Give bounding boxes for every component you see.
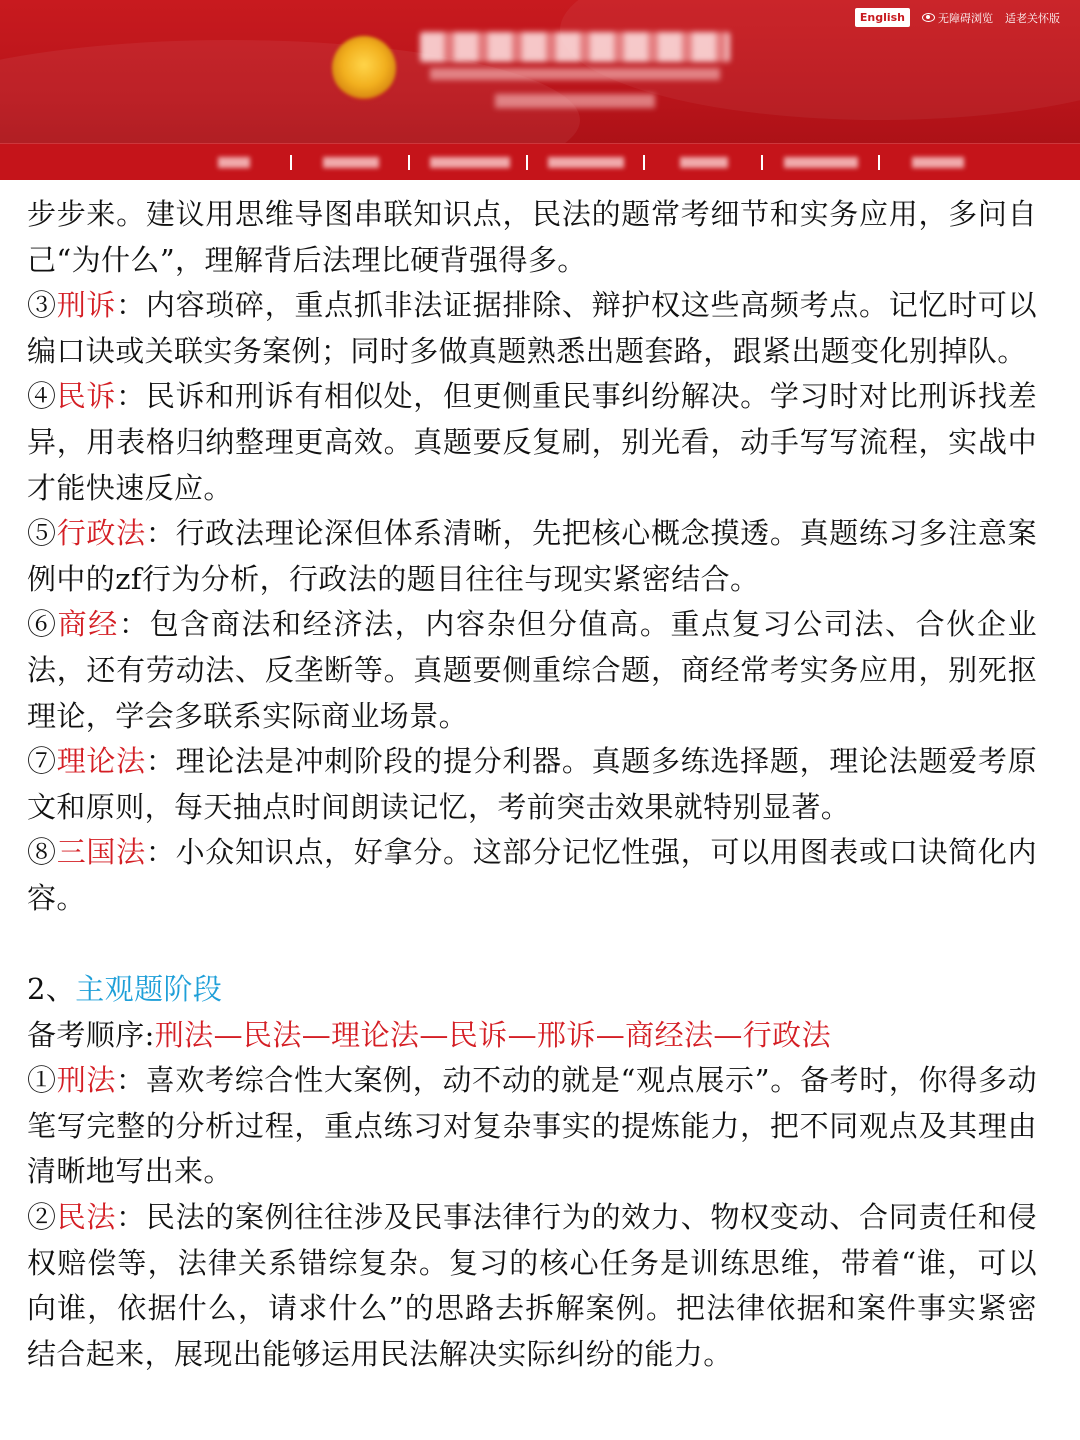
objective-item-civil-procedure: ④民诉：民诉和刑诉有相似处，但更侧重民事纠纷解决。学习时对比刑诉找差异，用表格归纳整理更高效。真题要反复刷，别光看，动手写写流程，实战中才能快速反应。 [27, 379, 1037, 505]
intro-paragraph: 步步来。建议用思维导图串联知识点，民法的题常考细节和实务应用，多问自己“为什么”，理解背后法理比硬背强得多。 [27, 197, 1037, 277]
objective-item-commercial-economic-law: ⑥商经：包含商法和经济法，内容杂但分值高。重点复习公司法、合伙企业法，还有劳动法、反垄断等。真题要侧重综合题，商经常考实务应用，别死抠理论，学会多联系实际商业场景。 [27, 607, 1037, 733]
objective-item-administrative-law: ⑤行政法：行政法理论深但体系清晰，先把核心概念摸透。真题练习多注意案例中的zf行为分析，行政法的题目往往与现实紧密结合。 [27, 516, 1037, 596]
subject-label: 民法 [56, 1200, 117, 1235]
objective-item-international-law: ⑧三国法：小众知识点，好拿分。这部分记忆性强，可以用图表或口诀简化内容。 [27, 835, 1037, 915]
study-order-value: 刑法—民法—理论法—民诉—邢诉—商经法—行政法 [154, 1017, 831, 1052]
nav-item[interactable] [912, 157, 964, 168]
nav-item[interactable] [548, 157, 624, 168]
subject-label: 民诉 [56, 379, 117, 414]
article-body [27, 192, 1037, 1377]
accessibility-link[interactable] [922, 10, 993, 26]
subject-label: 刑法 [56, 1063, 117, 1098]
blurred-site-subtitle [430, 68, 720, 80]
study-order-label: 备考顺序: [27, 1017, 155, 1052]
subject-label: 三国法 [56, 835, 146, 870]
subjective-item-civil-law: ②民法：民法的案例往往涉及民事法律行为的效力、物权变动、合同责任和侵权赔偿等，法律关系错综复杂。复习的核心任务是训练思维，带着“谁，可以向谁，依据什么，请求什么”的思路去拆解案例。把法律依据和案件事实紧密结合起来，展现出能够运用民法解决实际纠纷的能力。 [27, 1200, 1037, 1371]
eye-icon [922, 13, 935, 22]
objective-item-legal-theory: ⑦理论法：理论法是冲刺阶段的提分利器。真题多练选择题，理论法题爱考原文和原则，每天抽点时间朗读记忆，考前突击效果就特别显著。 [27, 744, 1037, 824]
nav-item[interactable] [218, 157, 250, 168]
nav-divider [761, 155, 763, 170]
nav-divider [526, 155, 528, 170]
nav-divider [878, 155, 880, 170]
accessibility-label: 无障碍浏览 [938, 11, 993, 25]
subject-label: 理论法 [56, 744, 146, 779]
section-heading: 2、主观题阶段 [27, 972, 223, 1007]
top-links [855, 8, 1060, 27]
objective-item-criminal-procedure: ③刑诉：内容琐碎，重点抓非法证据排除、辩护权这些高频考点。记忆时可以编口诀或关联实务案例；同时多做真题熟悉出题套路，跟紧出题变化别掉队。 [27, 288, 1037, 368]
nav-divider [290, 155, 292, 170]
nav-item[interactable] [323, 157, 379, 168]
blurred-site-url [495, 94, 655, 108]
study-order [27, 1013, 1037, 1059]
section-title: 主观题阶段 [75, 972, 223, 1007]
main-nav [0, 143, 1080, 180]
subject-label: 商经 [57, 607, 119, 642]
paragraph-spacer [27, 922, 1037, 968]
subject-label: 行政法 [56, 516, 146, 551]
nav-divider [408, 155, 410, 170]
site-header-banner [0, 0, 1080, 180]
nav-item[interactable] [430, 157, 510, 168]
national-emblem-logo[interactable] [332, 36, 396, 100]
nav-item[interactable] [784, 157, 858, 168]
english-button[interactable]: English [855, 8, 910, 27]
nav-item[interactable] [680, 157, 728, 168]
subjective-item-criminal-law: ①刑法：喜欢考综合性大案例，动不动的就是“观点展示”。备考时，你得多动笔写完整的分析过程，重点练习对复杂事实的提炼能力，把不同观点及其理由清晰地写出来。 [27, 1063, 1038, 1189]
elderly-mode-link[interactable]: 适老关怀版 [1005, 11, 1060, 25]
subject-label: 刑诉 [56, 288, 117, 323]
blurred-site-title [420, 32, 730, 62]
nav-divider [643, 155, 645, 170]
